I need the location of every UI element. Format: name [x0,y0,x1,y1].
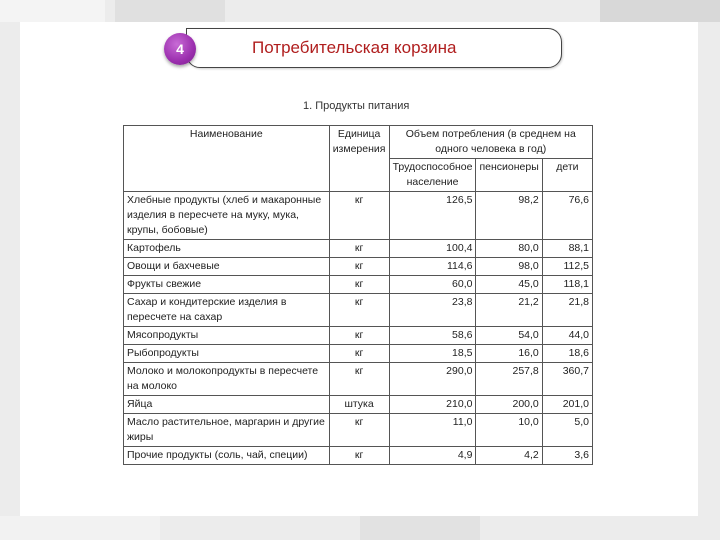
table-row [124,192,593,240]
row-name: Яйца [124,396,330,414]
table-row [124,327,593,345]
row-value-children: 201,0 [542,396,592,414]
row-unit: кг [329,276,389,294]
header-name: Наименование [124,126,330,192]
row-value-children: 360,7 [542,363,592,396]
row-unit: кг [329,363,389,396]
row-value-children: 118,1 [542,276,592,294]
row-value-pensioners: 4,2 [476,447,542,465]
slide-title: Потребительская корзина [252,38,457,57]
row-name: Овощи и бахчевые [124,258,330,276]
slide-number-badge: 4 [164,33,196,65]
table-row [124,240,593,258]
table-row [124,447,593,465]
header-consumption: Объем потребления (в среднем на одного человека в год) [389,126,592,159]
food-basket-table [123,125,593,465]
header-unit: Единица измерения [329,126,389,192]
table-row [124,258,593,276]
row-value-pensioners: 16,0 [476,345,542,363]
row-unit: кг [329,294,389,327]
row-unit: штука [329,396,389,414]
row-unit: кг [329,258,389,276]
row-value-children: 3,6 [542,447,592,465]
row-value-working: 210,0 [389,396,476,414]
row-value-working: 11,0 [389,414,476,447]
header-group-pensioners: пенсионеры [476,159,542,192]
row-value-working: 58,6 [389,327,476,345]
row-value-pensioners: 54,0 [476,327,542,345]
row-value-pensioners: 80,0 [476,240,542,258]
table-row [124,414,593,447]
background-tile [600,0,720,22]
row-value-pensioners: 10,0 [476,414,542,447]
row-name: Молоко и молокопродукты в пересчете на молоко [124,363,330,396]
row-value-working: 4,9 [389,447,476,465]
row-unit: кг [329,345,389,363]
row-unit: кг [329,240,389,258]
table-header-row [124,126,593,159]
table-row [124,276,593,294]
row-value-working: 60,0 [389,276,476,294]
row-value-working: 18,5 [389,345,476,363]
row-value-working: 100,4 [389,240,476,258]
row-name: Сахар и кондитерские изделия в пересчете на сахар [124,294,330,327]
row-value-pensioners: 200,0 [476,396,542,414]
row-name: Фрукты свежие [124,276,330,294]
row-value-working: 23,8 [389,294,476,327]
row-unit: кг [329,192,389,240]
row-value-pensioners: 98,0 [476,258,542,276]
row-value-children: 21,8 [542,294,592,327]
row-value-children: 5,0 [542,414,592,447]
row-name: Хлебные продукты (хлеб и макаронные изделия в пересчете на муку, мука, крупы, бобовые) [124,192,330,240]
table-row [124,363,593,396]
row-value-working: 114,6 [389,258,476,276]
row-value-pensioners: 21,2 [476,294,542,327]
row-unit: кг [329,414,389,447]
table-row [124,345,593,363]
row-unit: кг [329,327,389,345]
row-value-working: 126,5 [389,192,476,240]
row-name: Мясопродукты [124,327,330,345]
row-name: Прочие продукты (соль, чай, специи) [124,447,330,465]
background-tile [0,0,105,22]
row-value-pensioners: 45,0 [476,276,542,294]
table-row [124,294,593,327]
row-value-pensioners: 98,2 [476,192,542,240]
row-value-children: 112,5 [542,258,592,276]
row-value-children: 44,0 [542,327,592,345]
table-row [124,396,593,414]
background-tile [360,516,480,540]
row-value-children: 76,6 [542,192,592,240]
row-value-working: 290,0 [389,363,476,396]
row-value-children: 88,1 [542,240,592,258]
background-tile [0,516,160,540]
row-name: Картофель [124,240,330,258]
table-caption: 1. Продукты питания [303,100,410,112]
row-unit: кг [329,447,389,465]
row-value-pensioners: 257,8 [476,363,542,396]
header-group-working: Трудоспособное население [389,159,476,192]
row-name: Масло растительное, маргарин и другие жиры [124,414,330,447]
background-tile [115,0,225,22]
row-name: Рыбопродукты [124,345,330,363]
header-group-children: дети [542,159,592,192]
row-value-children: 18,6 [542,345,592,363]
